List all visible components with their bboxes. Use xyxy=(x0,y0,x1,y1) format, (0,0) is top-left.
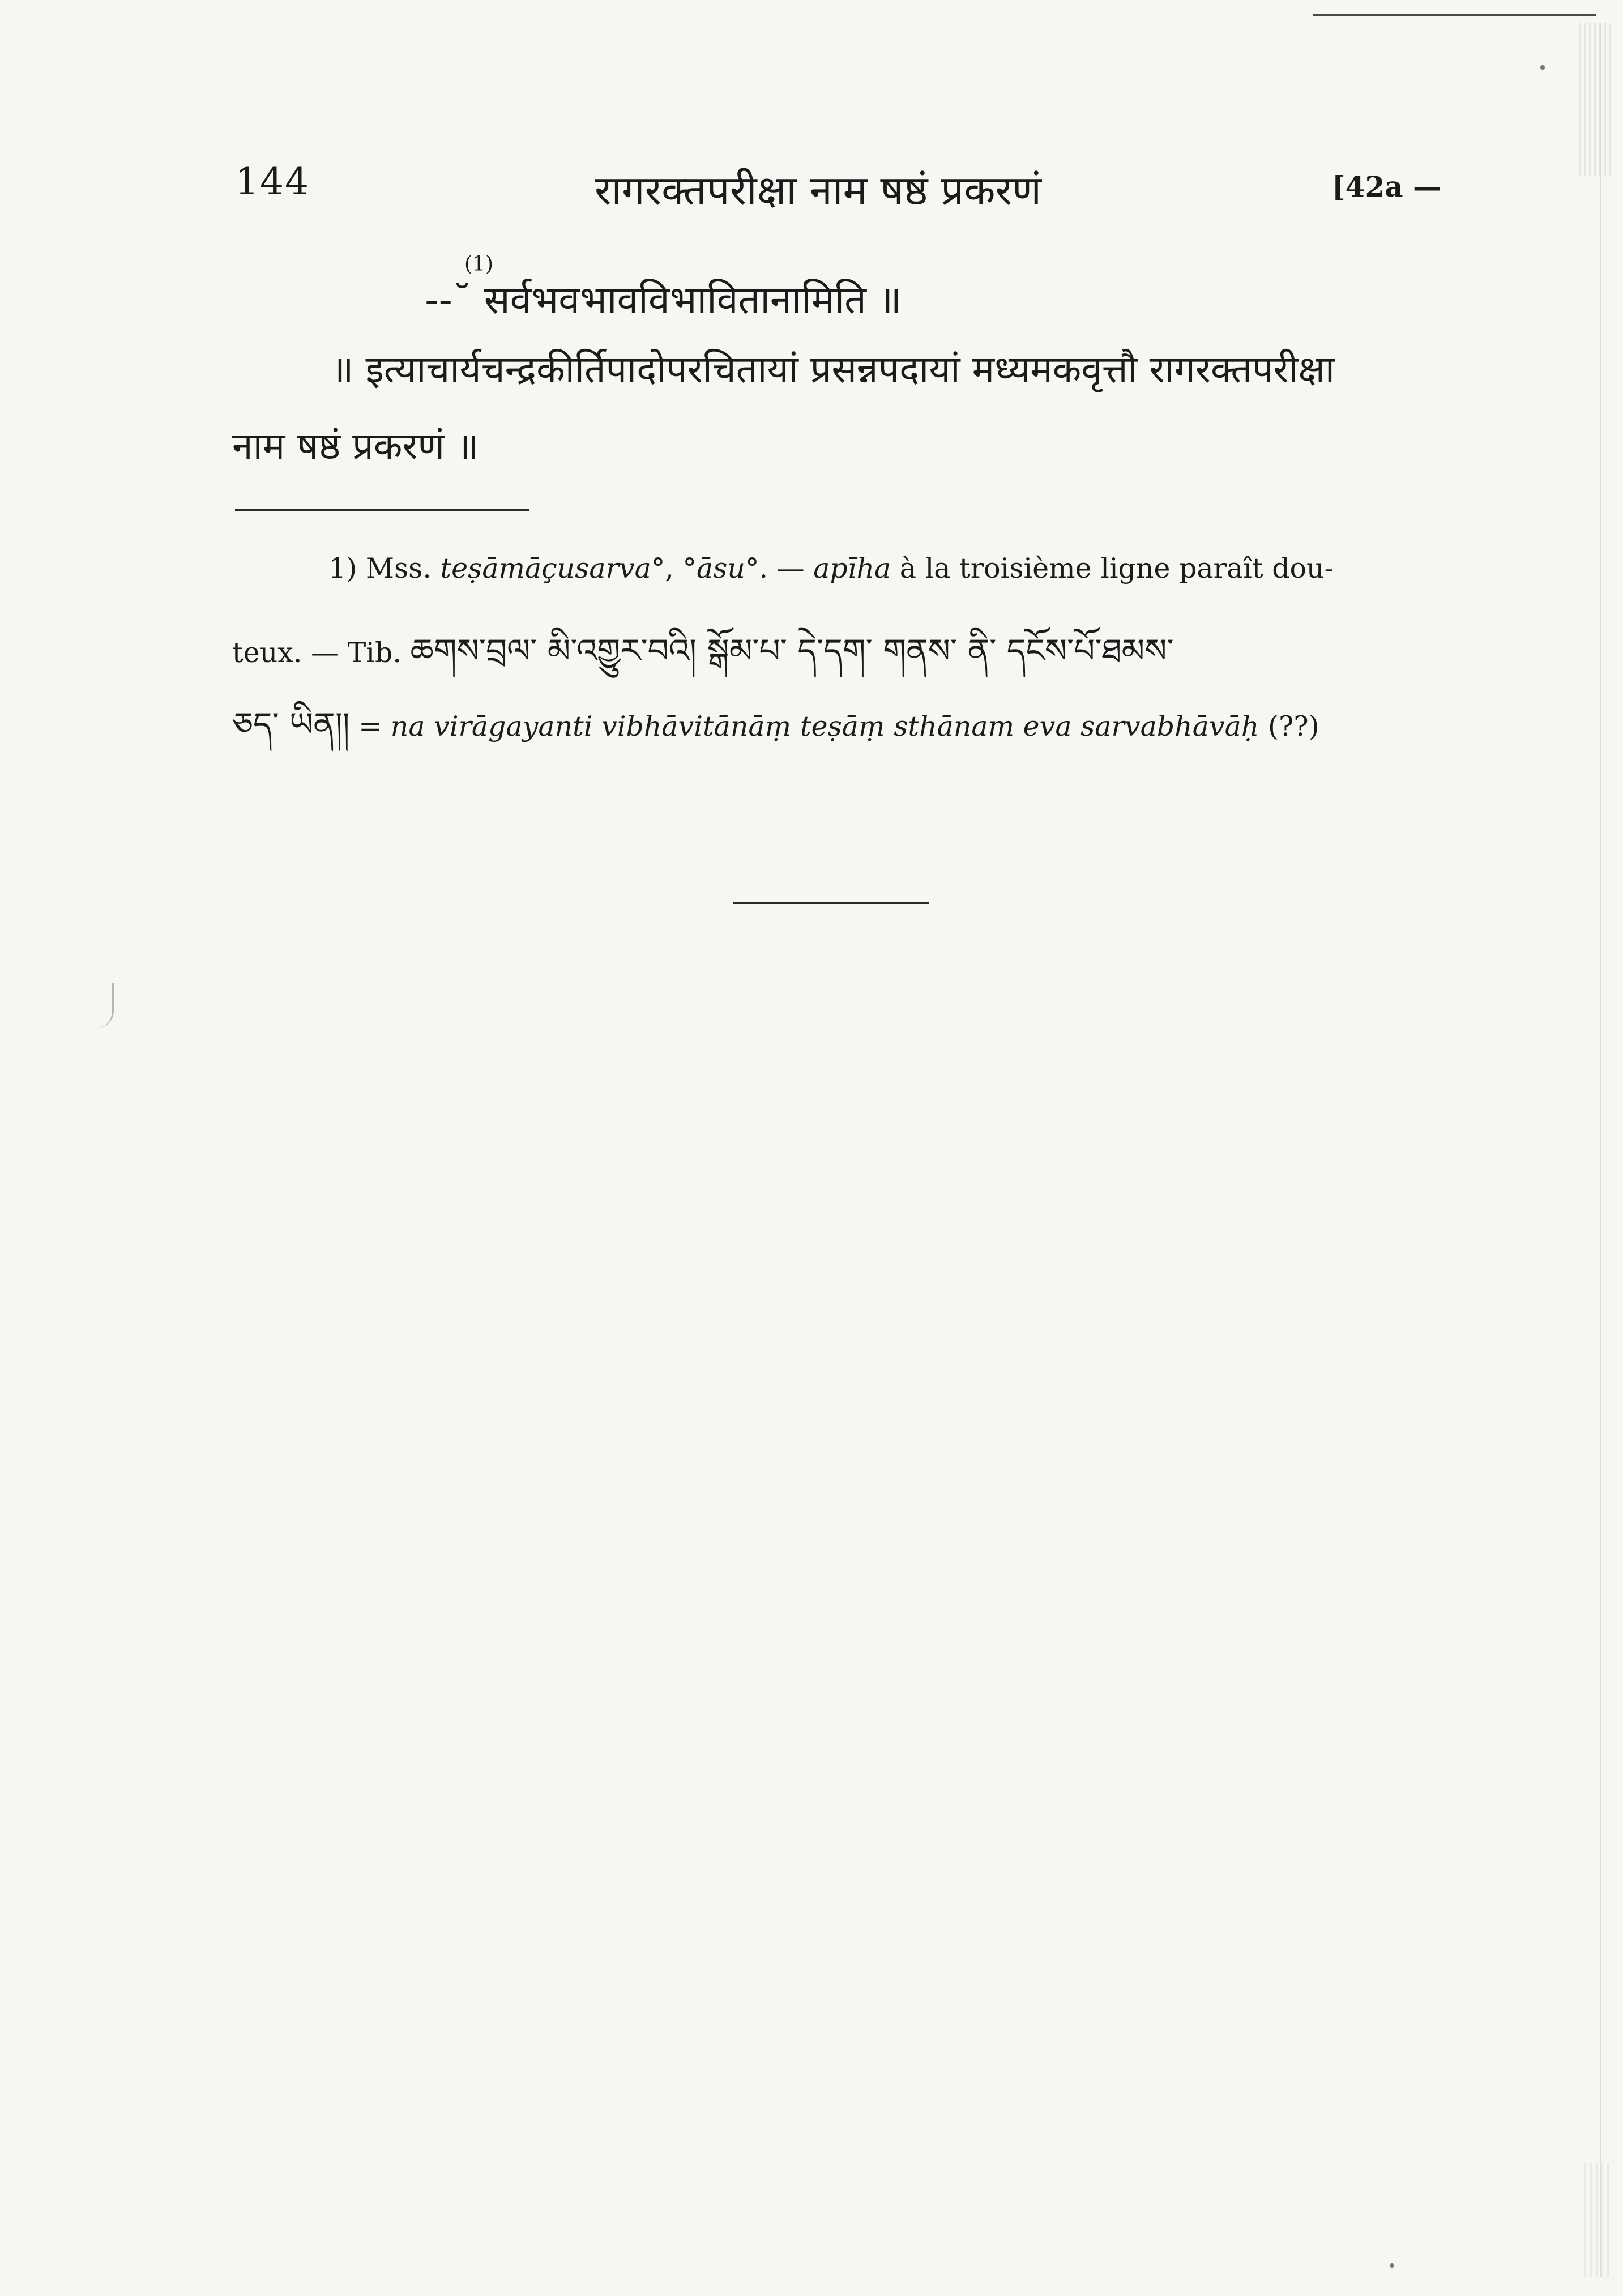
scan-top-rule xyxy=(1313,14,1596,16)
sanskrit-reconstruction: na virāgayanti vibhāvitānāṃ teṣāṃ sthānam eva sarvabhāvāḥ xyxy=(390,710,1259,742)
tibetan-text-end: ཅད་ ཡིན།། xyxy=(232,705,350,744)
page-number: 144 xyxy=(235,160,310,203)
footnote-line-3 xyxy=(232,688,1319,780)
scan-speck xyxy=(1540,65,1545,70)
equals-sign: = xyxy=(349,710,391,742)
colophon-line-1: ॥ इत्याचार्यचन्द्रकीर्तिपादोपरचितायां प्रसन्नपदायां मध्यमकवृत्तौ रागरक्तपरीक्षा xyxy=(331,348,1335,391)
colophon-line-2: नाम षष्ठं प्रकरणं ॥ xyxy=(232,424,479,468)
scan-edge-line xyxy=(1600,23,1601,2277)
query-marks: (??) xyxy=(1259,710,1319,742)
folio-reference: [42a — xyxy=(1332,170,1442,203)
scan-speck xyxy=(1390,2263,1394,2268)
footnote-line-1-suffix: à la troisième ligne paraît dou- xyxy=(891,552,1334,584)
footnote-line-1 xyxy=(328,552,1334,584)
verse-tail: --˘ सर्वभवभावविभावितानामिति ॥ xyxy=(425,278,902,323)
mss-reading: teṣāmāçusarva° xyxy=(440,552,665,584)
footnote-line-2-prefix: teux. — Tib. xyxy=(232,637,411,669)
apiha-reading: apīha xyxy=(813,552,891,584)
mss-reading-2: āsu xyxy=(697,552,745,584)
running-title: रागरक्तपरीक्षा नाम षष्ठं प्रकरणं xyxy=(595,167,1042,214)
scan-edge-artifact xyxy=(1579,23,1613,176)
tibetan-text: ཆགས་བྲལ་ མི་འགྱུར་བའི། སྒོམ་པ་ དེ་དག་ གནས་ ནི་ དངོས་པོ་ཐམས་ xyxy=(410,631,1174,670)
section-end-rule xyxy=(733,902,929,904)
footnote-prefix: 1) Mss. xyxy=(328,552,441,584)
separator-2: °. — xyxy=(745,552,814,584)
footnote-marker: (1) xyxy=(464,253,493,276)
footnote-rule xyxy=(235,509,529,511)
scan-edge-artifact-bottom xyxy=(1584,2163,1613,2277)
separator: , ° xyxy=(665,552,697,584)
margin-pencil-mark xyxy=(95,983,114,1028)
